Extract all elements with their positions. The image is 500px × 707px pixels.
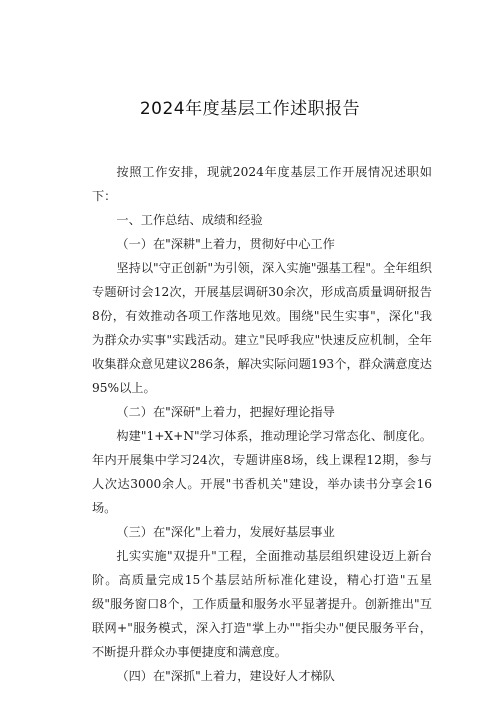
subsection-paragraph-2: 构建"1+X+N"学习体系，推动理论学习常态化、制度化。年内开展集中学习24次，专题讲座8场，线上课程12期，参与人次达3000余人。开展"书香机关"建设，举办读书分享会16场。: [92, 429, 432, 515]
subsection-paragraph-1: 坚持以"守正创新"为引领，深入实施"强基工程"。全年组织专题研讨会12次，开展基层调研30余次，形成高质量调研报告8份，有效推动各项工作落地见效。围绕"民生实事"，深化"我为群众办实事"实践活动。建立"民呼我应"快速反应机制，全年收集群众意见建议286条，解决实际问题193个，群众满意度达95%以上。: [92, 261, 432, 395]
document-body: [92, 160, 432, 688]
section-heading-1: 一、工作总结、成绩和经验: [116, 213, 263, 227]
subsection-heading-2: （二）在"深研"上着力，把握好理论指导: [116, 405, 335, 419]
subsection-paragraph-3: 扎实实施"双提升"工程，全面推动基层组织建设迈上新台阶。高质量完成15个基层站所标准化建设，精心打造"五星级"服务窗口8个，工作质量和服务水平显著提升。创新推出"互联网+"服务模式，深入打造"掌上办""指尖办"便民服务平台，不断提升群众办事便捷度和满意度。: [92, 549, 432, 659]
subsection-heading-1: （一）在"深耕"上着力，贯彻好中心工作: [116, 237, 335, 251]
intro-paragraph: 按照工作安排，现就2024年度基层工作开展情况述职如下：: [92, 165, 432, 203]
subsection-heading-3: （三）在"深化"上着力，发展好基层事业: [116, 525, 335, 539]
page-title: 2024年度基层工作述职报告: [139, 99, 361, 119]
subsection-heading-4: （四）在"深抓"上着力，建设好人才梯队: [116, 669, 335, 683]
